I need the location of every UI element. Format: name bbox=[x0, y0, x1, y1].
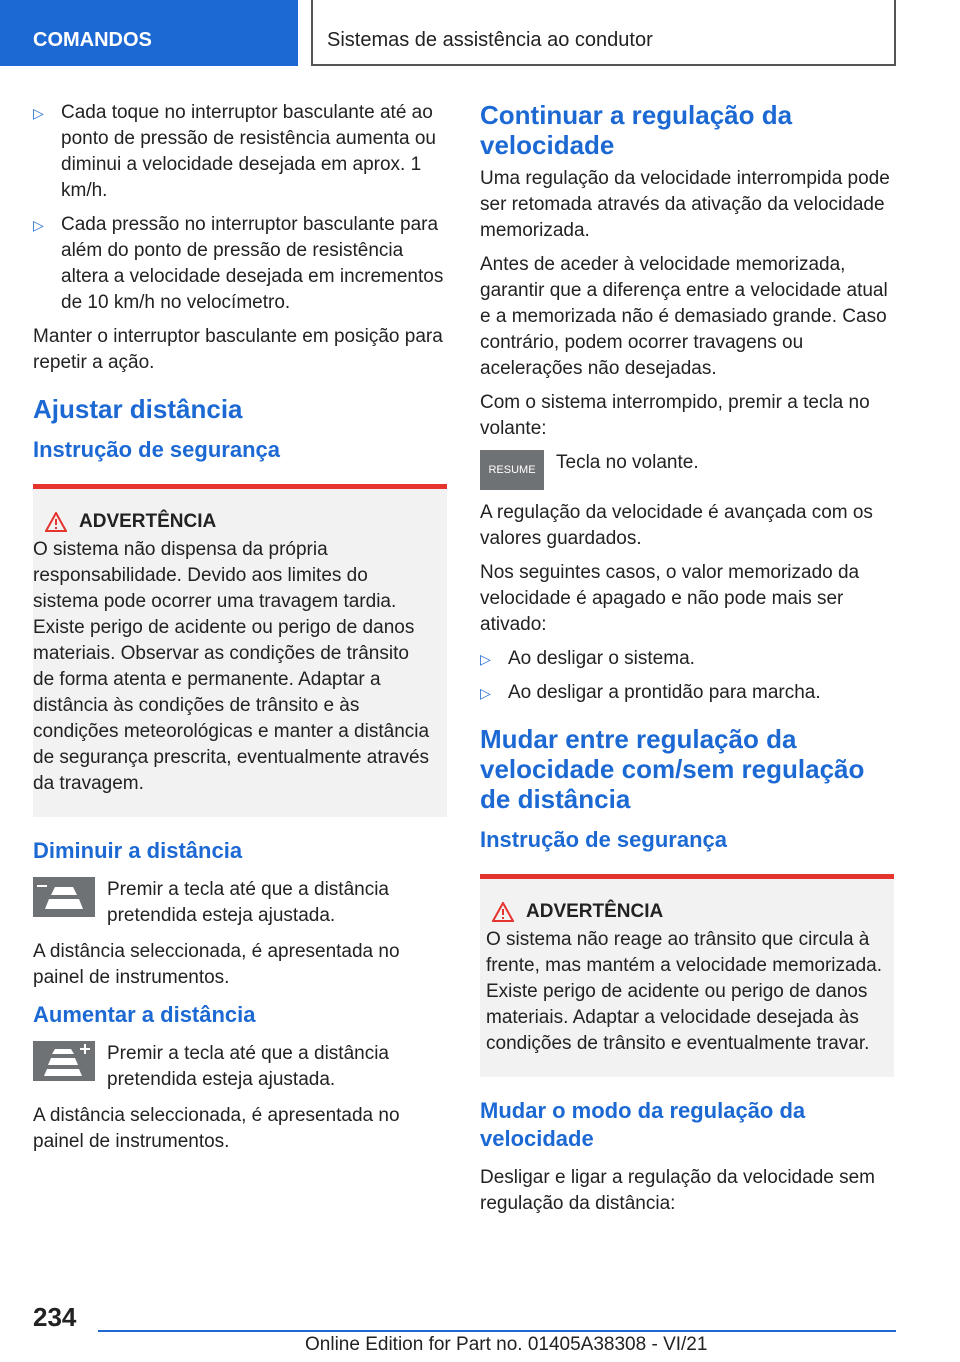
continue-paragraph: Antes de aceder à velocidade memorizada, garantir que a diferença entre a velocidade atual e a memorizada não é demasiado grande. Caso contrário, podem ocorrer travagens ou acelerações não desejadas. bbox=[480, 254, 888, 379]
continue-paragraph: Nos seguintes casos, o valor memorizado da velocidade é apagado e não pode mais ser ativado: bbox=[480, 562, 860, 635]
resume-key-text: Tecla no volante. bbox=[556, 452, 699, 473]
decrease-key-row bbox=[33, 877, 447, 929]
safety-heading: Instrução de segurança bbox=[480, 827, 727, 852]
resume-key-icon bbox=[480, 450, 544, 490]
footer-divider bbox=[98, 1330, 896, 1332]
switch-mode-heading: Mudar entre regulação da velocidade com/sem regulação de distância bbox=[480, 724, 865, 814]
mode-heading: Mudar o modo da regulação da velocidade bbox=[480, 1098, 806, 1151]
triangle-bullet-icon: ▷ bbox=[33, 217, 44, 233]
right-column bbox=[480, 100, 894, 1225]
increase-key-row bbox=[33, 1041, 447, 1093]
list-item-text: Ao desligar a prontidão para marcha. bbox=[508, 682, 821, 703]
warning-header bbox=[45, 509, 435, 535]
continue-heading: Continuar a regulação da velocidade bbox=[480, 100, 793, 160]
warning-title: ADVERTÊNCIA bbox=[79, 511, 217, 532]
hold-paragraph: Manter o interruptor basculante em posição para repetir a ação. bbox=[33, 326, 443, 373]
section-tab: COMANDOS bbox=[0, 0, 298, 66]
warning-triangle-icon bbox=[492, 902, 514, 922]
mode-paragraph: Desligar e ligar a regulação da velocidade sem regulação da distância: bbox=[480, 1167, 876, 1214]
decrease-note: A distância seleccionada, é apresentada no painel de instrumentos. bbox=[33, 941, 400, 988]
warning-box bbox=[33, 484, 447, 817]
warning-header bbox=[492, 899, 882, 925]
resume-key-label: RESUME bbox=[488, 464, 536, 476]
resume-key-row bbox=[480, 450, 894, 490]
warning-text: O sistema não dispensa da própria responsabilidade. Devido aos limites do sistema pode ocorrer uma travagem tardia. Existe perigo de acidente ou perigo de danos materiais. Observar as condições de trânsito de forma atenta e permanente. Adaptar a distância às condições de trânsito e às condições meteorológicas e manter a distância de segurança prescrita, eventualmente através da travagem. bbox=[33, 539, 430, 794]
increase-distance-key-icon bbox=[33, 1041, 95, 1081]
edition-text: Online Edition for Part no. 01405A38308 - VI/21 bbox=[305, 1334, 708, 1355]
list-item-text: Cada toque no interruptor basculante até ao ponto de pressão de resistência aumenta ou diminui a velocidade desejada em aprox. 1 km/h. bbox=[61, 102, 436, 201]
left-column bbox=[33, 100, 447, 1163]
adjust-distance-heading: Ajustar distância bbox=[33, 394, 243, 424]
continue-paragraph: A regulação da velocidade é avançada com os valores guardados. bbox=[480, 502, 873, 549]
list-item-text: Ao desligar o sistema. bbox=[508, 648, 695, 669]
decrease-distance-heading: Diminuir a distância bbox=[33, 838, 243, 863]
page-header bbox=[0, 0, 960, 66]
triangle-bullet-icon: ▷ bbox=[480, 685, 491, 701]
list-item bbox=[480, 680, 894, 706]
decrease-key-text: Premir a tecla até que a distância pretendida esteja ajustada. bbox=[107, 879, 389, 926]
list-item bbox=[33, 100, 447, 204]
continue-paragraph: Uma regulação da velocidade interrompida pode ser retomada através da ativação da velocidade memorizada. bbox=[480, 168, 890, 241]
warning-text: O sistema não reage ao trânsito que circula à frente, mas mantém a velocidade memorizada. Existe perigo de acidente ou perigo de danos materiais. Adaptar a velocidade desejada às condições de trânsito e eventualmente travar. bbox=[486, 929, 883, 1054]
warning-triangle-icon bbox=[45, 512, 67, 532]
triangle-bullet-icon: ▷ bbox=[480, 651, 491, 667]
chapter-title: Sistemas de assistência ao condutor bbox=[311, 0, 896, 66]
warning-title: ADVERTÊNCIA bbox=[526, 901, 664, 922]
increase-distance-heading: Aumentar a distância bbox=[33, 1002, 256, 1027]
increase-key-text: Premir a tecla até que a distância pretendida esteja ajustada. bbox=[107, 1043, 389, 1090]
decrease-distance-key-icon bbox=[33, 877, 95, 917]
increase-note: A distância seleccionada, é apresentada no painel de instrumentos. bbox=[33, 1105, 400, 1152]
warning-box bbox=[480, 874, 894, 1077]
list-item bbox=[33, 212, 447, 316]
list-item-text: Cada pressão no interruptor basculante para além do ponto de pressão de resistência altera a velocidade desejada em incrementos de 10 km/h no velocímetro. bbox=[61, 214, 444, 313]
safety-heading: Instrução de segurança bbox=[33, 437, 280, 462]
continue-paragraph: Com o sistema interrompido, premir a tecla no volante: bbox=[480, 392, 870, 439]
list-item bbox=[480, 646, 894, 672]
triangle-bullet-icon: ▷ bbox=[33, 105, 44, 121]
page-number: 234 bbox=[33, 1302, 77, 1332]
